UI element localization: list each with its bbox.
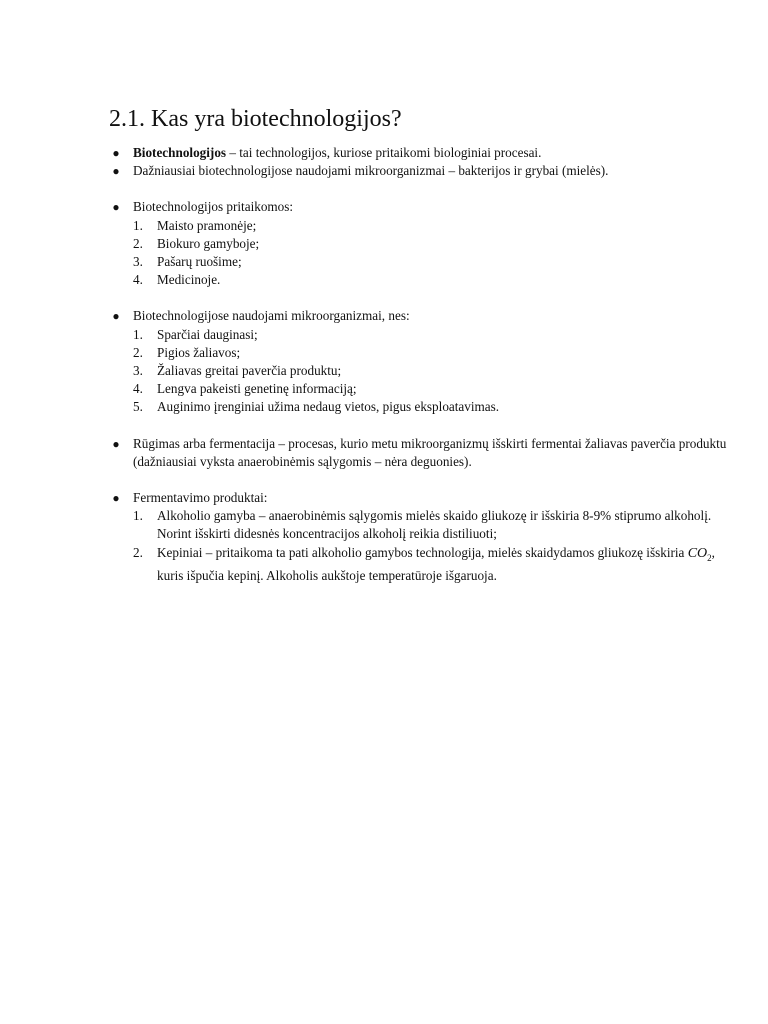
list-number: 1.: [133, 508, 143, 524]
list-item: [109, 326, 734, 344]
bullet-icon: ●: [112, 146, 120, 160]
definition-text: – tai technologijos, kuriose pritaikomi biologiniai procesai.: [226, 145, 542, 160]
bullet-icon: ●: [112, 491, 120, 506]
paragraph-gap: [109, 471, 734, 489]
list-item: [109, 217, 734, 235]
list-item: [109, 544, 734, 585]
list-item: [109, 398, 734, 416]
fermentation-text: Rūgimas arba fermentacija – procesas, kurio metu mikroorganizmų išskirti fermentai žaliavas paverčia produktu (dažniausiai vyksta anaerobinėmis sąlygomis – nėra deguonies).: [133, 435, 727, 469]
bullet-reasons: [109, 307, 734, 325]
list-item-text: Maisto pramonėje;: [157, 217, 257, 233]
fact-text: Dažniausiai biotechnologijose naudojami mikroorganizmai – bakterijos ir grybai (mielės).: [133, 163, 609, 179]
reasons-intro: Biotechnologijose naudojami mikroorganizmai, nes:: [133, 308, 410, 324]
list-number: 4.: [133, 381, 143, 397]
definition-term: Biotechnologijos: [133, 145, 227, 160]
formula-subscript: 2: [707, 552, 712, 563]
list-item: [109, 362, 734, 380]
list-item: [109, 253, 734, 271]
list-number: 2.: [133, 544, 143, 560]
bullet-definition: [109, 144, 734, 162]
list-item: [109, 271, 734, 289]
list-item-text: Pašarų ruošime;: [157, 254, 242, 270]
list-item-text: Alkoholio gamyba – anaerobinėmis sąlygomis mielės skaido gliukozę ir išskiria 8-9% stiprumo alkoholį. Norint išskirti didesnės koncentracijos alkoholį reikia distiliuoti;: [157, 508, 712, 542]
bullet-applications: [109, 198, 734, 216]
paragraph-gap: [109, 417, 734, 435]
list-item-text: Auginimo įrenginiai užima nedaug vietos, pigus eksploatavimas.: [157, 399, 500, 415]
bullet-icon: ●: [112, 436, 120, 451]
list-item-text: Lengva pakeisti genetinę informaciją;: [157, 381, 357, 397]
bullet-icon: ●: [112, 164, 120, 179]
list-number: 5.: [133, 399, 143, 415]
list-item-text: Sparčiai dauginasi;: [157, 326, 258, 342]
bullet-fact: [109, 162, 734, 180]
list-item-text-before: Kepiniai – pritaikoma ta pati alkoholio gamybos technologija, mielės skaidydamos gliukozę išskiria: [157, 544, 688, 560]
list-item-text-after: , kuris išpučia kepinį. Alkoholis aukštoje temperatūroje išgaruoja.: [157, 544, 715, 583]
section-heading: 2.1. Kas yra biotechnologijos?: [109, 106, 402, 132]
products-intro: Fermentavimo produktai:: [133, 490, 268, 506]
list-item-text: Biokuro gamyboje;: [157, 235, 260, 251]
list-number: 2.: [133, 344, 143, 360]
bullet-products: [109, 489, 734, 507]
document-content: [109, 104, 734, 585]
list-number: 1.: [133, 217, 143, 233]
bullet-fermentation: [109, 435, 734, 471]
list-item-text: Žaliavas greitai paverčia produktu;: [157, 363, 342, 379]
list-number: 4.: [133, 272, 143, 288]
list-item: [109, 380, 734, 398]
list-number: 2.: [133, 235, 143, 251]
formula-main: CO: [687, 545, 708, 561]
bullet-icon: ●: [112, 200, 120, 215]
list-item-text: Medicinoje.: [157, 272, 221, 288]
list-number: 3.: [133, 363, 143, 379]
list-number: 3.: [133, 254, 143, 270]
list-item: [109, 235, 734, 253]
co2-formula: [688, 546, 712, 561]
paragraph-gap: [109, 289, 734, 307]
list-number: 1.: [133, 326, 143, 342]
bullet-icon: ●: [112, 309, 120, 324]
applications-intro: Biotechnologijos pritaikomos:: [133, 199, 294, 215]
list-item-text: Pigios žaliavos;: [157, 344, 241, 360]
paragraph-gap: [109, 180, 734, 198]
list-item: [109, 344, 734, 362]
list-item: [109, 507, 734, 543]
